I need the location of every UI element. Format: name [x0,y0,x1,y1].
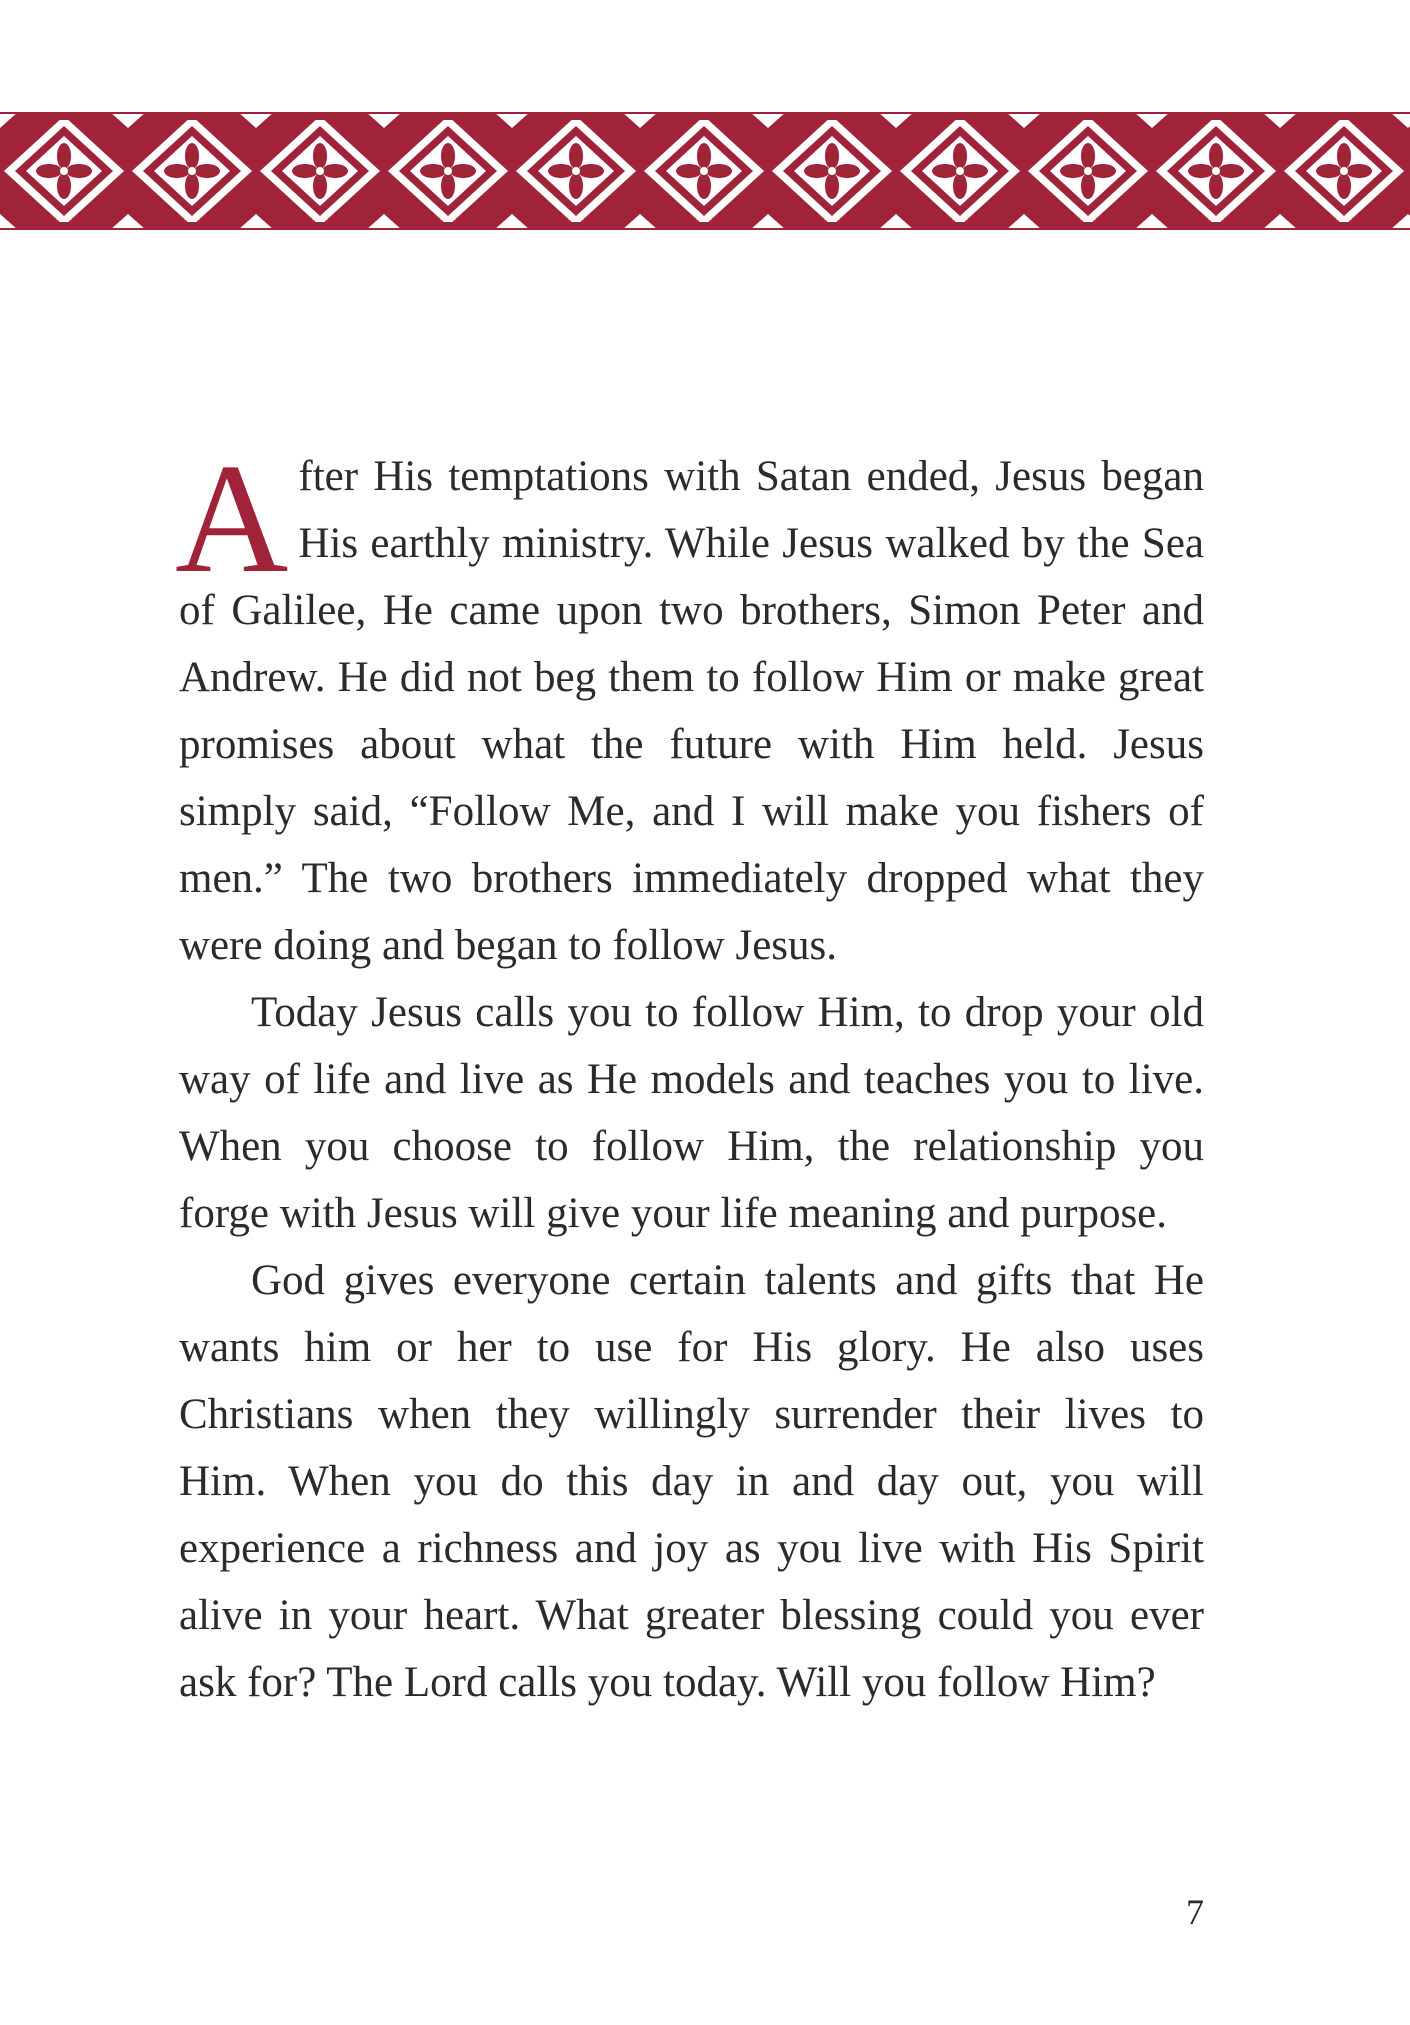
devotional-text [175,431,1204,1716]
paragraph-1 [175,431,1204,979]
page-number: 7 [1186,1892,1204,1932]
paragraph-1-text: fter His temptations with Satan ended, Jesus began His earthly ministry. While Jesus walked by the Sea of Galilee, He came upon two brothers, Simon Peter and Andrew. He did not beg them to follow Him or make great promises about what the future with Him held. Jesus simply said, “Follow Me, and I will make you fishers of men.” The two brothers immediately dropped what they were doing and began to follow Jesus. [179,453,1204,969]
decorative-border-pattern [0,112,1410,230]
drop-cap: A [175,431,289,605]
paragraph-3: God gives everyone certain talents and gifts that He wants him or her to use for His glory. He also uses Christians when they willingly surrender their lives to Him. When you do this day in and day out, you will experience a richness and joy as you live with His Spirit alive in your heart. What greater blessing could you ever ask for? The Lord calls you today. Will you follow Him? [179,1257,1204,1706]
paragraph-2: Today Jesus calls you to follow Him, to drop your old way of life and live as He models and teaches you to live. When you choose to follow Him, the relationship you forge with Jesus will give your life meaning and purpose. [179,989,1204,1237]
decorative-border [0,112,1410,230]
